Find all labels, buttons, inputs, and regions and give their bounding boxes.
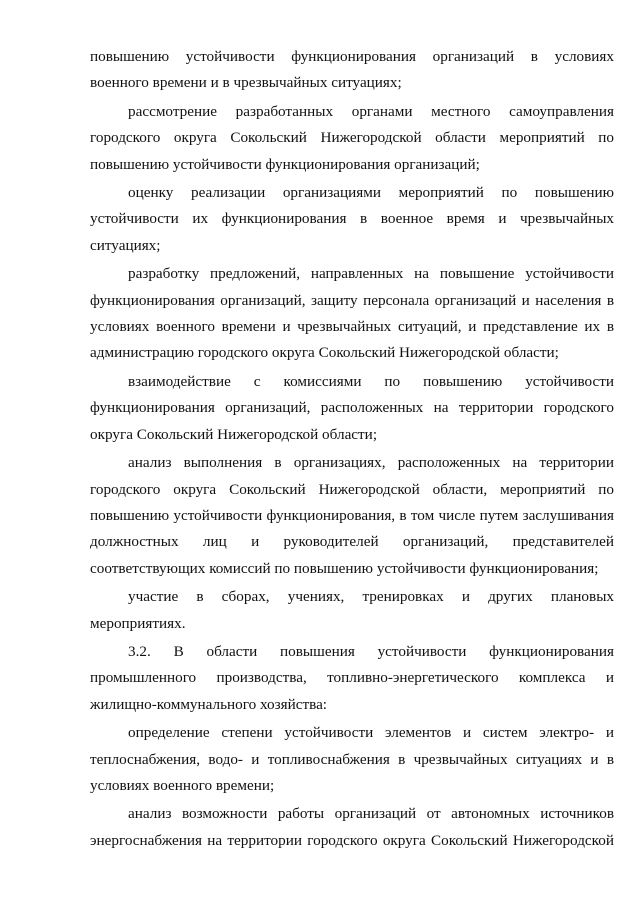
- paragraph: [90, 639, 614, 718]
- text-line: ситуациях;: [90, 236, 161, 254]
- paragraph: [90, 720, 614, 799]
- text-line: жилищно-коммунального хозяйства:: [90, 695, 328, 713]
- text-line: условиях военного времени и чрезвычайных ситуаций, и представление их в: [90, 318, 614, 336]
- paragraph: [90, 450, 614, 582]
- paragraph: [90, 261, 614, 367]
- text-line: функционирования организаций, защиту персонала организаций и населения в: [90, 291, 614, 309]
- text-line: повышению устойчивости функционирования организаций;: [90, 155, 480, 173]
- text-line: условиях военного времени;: [90, 776, 275, 794]
- paragraph: [90, 180, 614, 259]
- document-page: [90, 44, 614, 856]
- paragraph: [90, 44, 614, 97]
- text-line: 3.2. В области повышения устойчивости функционирования: [128, 642, 614, 660]
- paragraph: [90, 801, 614, 854]
- text-line: военного времени и в чрезвычайных ситуациях;: [90, 74, 402, 92]
- text-line: разработку предложений, направленных на повышение устойчивости: [128, 265, 614, 283]
- text-line: функционирования организаций, расположенных на территории городского: [90, 399, 614, 417]
- text-line: анализ выполнения в организациях, расположенных на территории: [128, 454, 614, 472]
- text-line: повышению устойчивости функционирования организаций в условиях: [90, 48, 614, 65]
- text-line: участие в сборах, учениях, тренировках и других плановых: [128, 588, 614, 606]
- text-line: соответствующих комиссий по повышению устойчивости функционирования;: [90, 559, 599, 577]
- paragraph: [90, 369, 614, 448]
- text-line: оценку реализации организациями мероприятий по повышению: [128, 184, 614, 202]
- text-line: округа Сокольский Нижегородской области;: [90, 425, 378, 443]
- text-line: городского округа Сокольский Нижегородской области мероприятий по: [90, 129, 614, 147]
- text-line: промышленного производства, топливно-энергетического комплекса и: [90, 669, 614, 687]
- paragraph: [90, 584, 614, 637]
- text-line: повышению устойчивости функционирования, в том числе путем заслушивания: [90, 506, 614, 524]
- text-line: теплоснабжения, водо- и топливоснабжения в чрезвычайных ситуациях и в: [90, 750, 614, 768]
- paragraph: [90, 99, 614, 178]
- text-line: рассмотрение разработанных органами местного самоуправления: [128, 102, 614, 120]
- text-line: городского округа Сокольский Нижегородской области, мероприятий по: [90, 480, 614, 498]
- text-line: должностных лиц и руководителей организаций, представителей: [90, 533, 614, 551]
- text-line: взаимодействие с комиссиями по повышению устойчивости: [128, 372, 614, 390]
- text-line: мероприятиях.: [90, 614, 186, 632]
- text-line: энергоснабжения на территории городского округа Сокольский Нижегородской: [90, 831, 614, 849]
- text-line: администрацию городского округа Сокольский Нижегородской области;: [90, 344, 559, 362]
- text-line: определение степени устойчивости элементов и систем электро- и: [128, 724, 614, 742]
- text-line: устойчивости их функционирования в военное время и чрезвычайных: [90, 210, 614, 228]
- text-line: анализ возможности работы организаций от автономных источников: [128, 805, 614, 823]
